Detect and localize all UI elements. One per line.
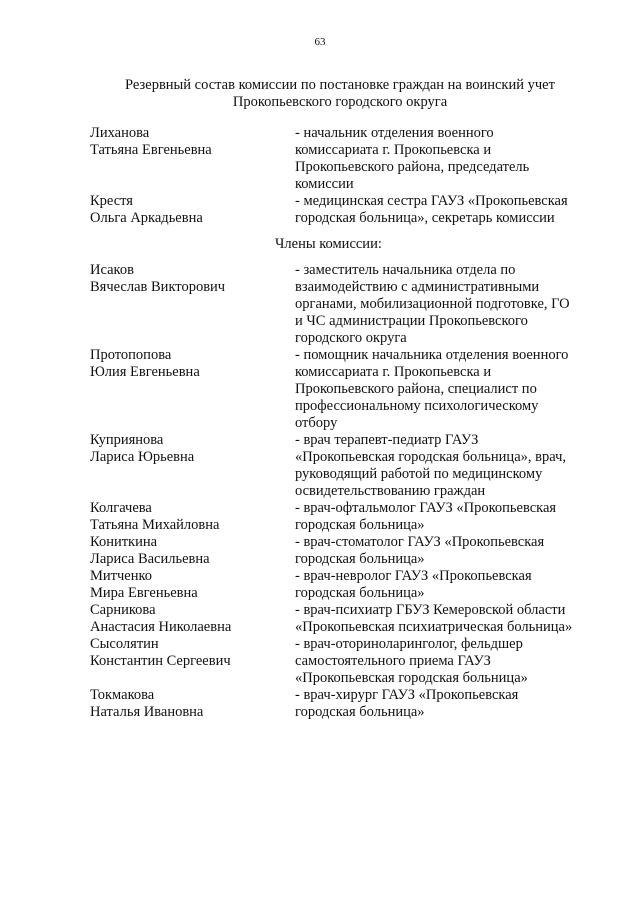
document-title — [60, 77, 620, 111]
member-role-line: городская больница», секретарь комиссии — [295, 210, 555, 226]
page-number: 63 — [314, 36, 326, 48]
member-name — [90, 500, 295, 534]
member-entry — [90, 347, 600, 432]
member-role — [295, 568, 600, 602]
member-name-line: Татьяна Михайловна — [90, 517, 220, 533]
member-role-line: органами, мобилизационной подготовке, ГО — [295, 296, 570, 312]
member-role-line: городская больница» — [295, 551, 425, 567]
member-role-line: - врач-офтальмолог ГАУЗ «Прокопьевская — [295, 500, 557, 516]
member-role — [295, 687, 600, 721]
member-role — [295, 534, 600, 568]
member-name-line: Колгачева — [90, 500, 152, 516]
member-role — [295, 125, 600, 193]
member-name-line: Мира Евгеньевна — [90, 585, 198, 601]
member-role-line: комиссариата г. Прокопьевска и — [295, 142, 492, 158]
member-role-line: и ЧС администрации Прокопьевского — [295, 313, 528, 329]
members-heading: Члены комиссии: — [275, 236, 382, 252]
member-entry — [90, 602, 600, 636]
member-name — [90, 534, 295, 568]
member-name — [90, 125, 295, 193]
member-role — [295, 602, 600, 636]
member-name-line: Ольга Аркадьевна — [90, 210, 203, 226]
member-role-line: комиссии — [295, 176, 354, 192]
member-name-line: Анастасия Николаевна — [90, 619, 232, 635]
member-name-line: Наталья Ивановна — [90, 704, 204, 720]
member-name — [90, 602, 295, 636]
leaders-list — [90, 125, 600, 227]
member-role — [295, 347, 600, 432]
member-name-line: Сысолятин — [90, 636, 159, 652]
member-name-line: Куприянова — [90, 432, 164, 448]
member-role-line: - помощник начальника отделения военного — [295, 347, 569, 363]
member-entry — [90, 125, 600, 193]
member-role-line: городская больница» — [295, 704, 425, 720]
member-role-line: комиссариата г. Прокопьевска и — [295, 364, 492, 380]
member-name-line: Сарникова — [90, 602, 156, 618]
member-name-line: Лиханова — [90, 125, 150, 141]
member-role-line: городского округа — [295, 330, 407, 346]
member-name-line: Константин Сергеевич — [90, 653, 231, 669]
member-role-line: профессиональному психологическому — [295, 398, 539, 414]
member-name — [90, 193, 295, 227]
member-role — [295, 262, 600, 347]
title-line-1: Резервный состав комиссии по постановке граждан на воинский учет — [125, 77, 555, 93]
member-name-line: Татьяна Евгеньевна — [90, 142, 212, 158]
member-role-line: - врач-психиатр ГБУЗ Кемеровской области — [295, 602, 566, 618]
member-role — [295, 432, 600, 500]
member-role-line: освидетельствованию граждан — [295, 483, 486, 499]
member-role-line: городская больница» — [295, 585, 425, 601]
member-role-line: - врач-стоматолог ГАУЗ «Прокопьевская — [295, 534, 545, 550]
member-name — [90, 636, 295, 687]
member-entry — [90, 636, 600, 687]
member-role — [295, 193, 600, 227]
member-role-line: «Прокопьевская городская больница» — [295, 670, 528, 686]
member-role — [295, 636, 600, 687]
member-role-line: самостоятельного приема ГАУЗ — [295, 653, 491, 669]
member-name-line: Юлия Евгеньевна — [90, 364, 200, 380]
title-line-2: Прокопьевского городского округа — [232, 94, 448, 110]
member-entry — [90, 534, 600, 568]
member-name-line: Вячеслав Викторович — [90, 279, 226, 295]
member-name — [90, 687, 295, 721]
member-name-line: Протопопова — [90, 347, 172, 363]
member-name-line: Лариса Васильевна — [90, 551, 210, 567]
member-name-line: Лариса Юрьевна — [90, 449, 195, 465]
member-role-line: - врач терапевт-педиатр ГАУЗ — [295, 432, 479, 448]
member-role-line: - врач-оториноларинголог, фельдшер — [295, 636, 523, 652]
member-role-line: городская больница» — [295, 517, 425, 533]
member-role — [295, 500, 600, 534]
member-entry — [90, 262, 600, 347]
member-entry — [90, 568, 600, 602]
member-role-line: взаимодействию с административными — [295, 279, 540, 295]
member-entry — [90, 500, 600, 534]
member-role-line: - врач-невролог ГАУЗ «Прокопьевская — [295, 568, 532, 584]
member-role-line: Прокопьевского района, председатель — [295, 159, 530, 175]
members-list — [90, 262, 600, 721]
member-role-line: отбору — [295, 415, 338, 431]
commission-list — [90, 125, 600, 721]
member-role-line: - врач-хирург ГАУЗ «Прокопьевская — [295, 687, 519, 703]
member-name-line: Митченко — [90, 568, 153, 584]
member-name — [90, 262, 295, 347]
member-name-line: Крестя — [90, 193, 133, 209]
member-role-line: - медицинская сестра ГАУЗ «Прокопьевская — [295, 193, 568, 209]
member-entry — [90, 193, 600, 227]
member-role-line: - начальник отделения военного — [295, 125, 494, 141]
member-role-line: руководящий работой по медицинскому — [295, 466, 543, 482]
member-entry — [90, 687, 600, 721]
member-name — [90, 568, 295, 602]
member-role-line: Прокопьевского района, специалист по — [295, 381, 537, 397]
member-entry — [90, 432, 600, 500]
member-name — [90, 432, 295, 500]
member-name — [90, 347, 295, 432]
member-name-line: Токмакова — [90, 687, 155, 703]
member-role-line: «Прокопьевская психиатрическая больница» — [295, 619, 573, 635]
member-name-line: Кониткина — [90, 534, 158, 550]
member-name-line: Исаков — [90, 262, 134, 278]
member-role-line: - заместитель начальника отдела по — [295, 262, 516, 278]
member-role-line: «Прокопьевская городская больница», врач, — [295, 449, 566, 465]
